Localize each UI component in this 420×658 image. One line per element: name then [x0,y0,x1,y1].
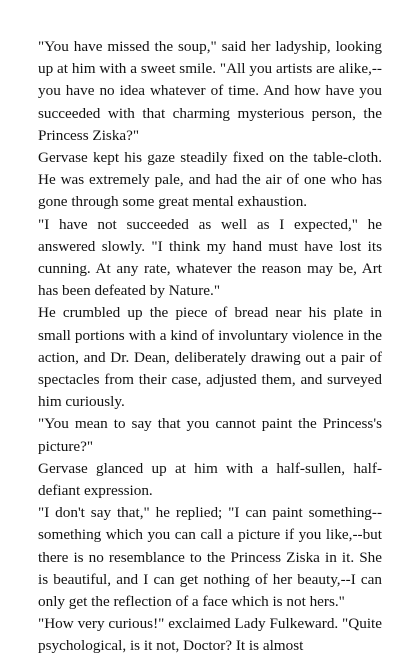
paragraph-cannot-paint: "You mean to say that you cannot paint the Princess's picture?" [38,415,382,455]
paragraph-gervase-gaze: Gervase kept his gaze steadily fixed on the table-cloth. He was extremely pale, and had the air of one who has gone through some great mental exhaustion. [38,149,382,211]
paragraph-not-succeeded: "I have not succeeded as well as I expected," he answered slowly. "I think my hand must have lost its cunning. At any rate, whatever the reason may be, Art has been defeated by Nature." [38,215,382,300]
paragraph-missed-soup: "You have missed the soup," said her ladyship, looking up at him with a sweet smile. "All you artists are alike,--you have no idea whatever of time. And how have you succeeded with that charming mysterious person, the Princess Ziska?" [38,38,382,144]
paragraph-how-curious: "How very curious!" exclaimed Lady Fulkeward. "Quite psychological, is it not, Doctor? It is almost [38,615,382,655]
paragraph-gervase-glanced: Gervase glanced up at him with a half-sullen, half-defiant expression. [38,459,382,500]
book-page-text [38,36,382,658]
paragraph-crumbled-bread: He crumbled up the piece of bread near his plate in small portions with a kind of involuntary violence in the action, and Dr. Dean, deliberately drawing out a pair of spectacles from their case, adjusted them, and surveyed him curiously. [38,304,382,411]
paragraph-dont-say-that: "I don't say that," he replied; "I can paint something--something which you can call a picture if you like,--but there is no resemblance to the Princess Ziska in it. She is beautiful, and I can get nothing of her beauty,--I can only get the reflection of a face which is not hers." [38,504,382,611]
